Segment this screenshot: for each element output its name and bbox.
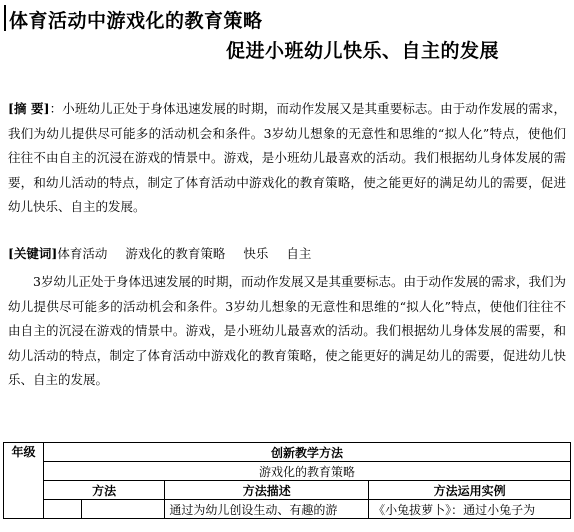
section-header: 创新教学方法 (43, 443, 570, 462)
method-example-cell: 《小兔拔萝卜》：通过小兔子为 (369, 500, 571, 519)
table-row (4, 500, 571, 519)
grade-header: 年级 (4, 443, 44, 519)
strategy-header: 游戏化的教育策略 (43, 462, 570, 481)
text-cursor (4, 5, 6, 31)
keyword: 自主 (286, 246, 312, 261)
table-row (4, 481, 571, 500)
abstract-text: ：小班幼儿正处于身体迅速发展的时期，而动作发展又是其重要标志。由于动作发展的需求，我们为幼儿提供尽可能多的活动机会和条件。3岁幼儿想象的无意性和思维的“拟人化”特点，使他们往往不由自主的沉浸在游戏的情景中。游戏，是小班幼儿最喜欢的活动。我们根据幼儿身体发展的需要，和幼儿活动的特点，制定了体育活动中游戏化的教育策略，使之能更好的满足幼儿的需要，促进幼儿快乐、自主的发展。 (8, 101, 566, 214)
document-title: 体育活动中游戏化的教育策略 (9, 10, 263, 32)
example-column-header: 方法运用实例 (369, 481, 571, 500)
method-column-header: 方法 (43, 481, 164, 500)
table-cell (81, 500, 165, 519)
teaching-method-table (3, 442, 571, 519)
abstract-label: [摘 要] (8, 101, 50, 116)
body-paragraph: 3岁幼儿正处于身体迅速发展的时期，而动作发展又是其重要标志。由于动作发展的需求，我们为幼儿提供尽可能多的活动机会和条件。3岁幼儿想象的无意性和思维的“拟人化”特点，使他们往往不由自主的沉浸在游戏的情景中。游戏，是小班幼儿最喜欢的活动。我们根据幼儿身体发展的需要，和幼儿活动的特点，制定了体育活动中游戏化的教育策略，使之能更好的满足幼儿的需要，促进幼儿快乐、自主的发展。 (8, 274, 566, 387)
keywords-line (8, 244, 329, 262)
description-column-header: 方法描述 (165, 481, 369, 500)
abstract-paragraph (8, 97, 566, 220)
document-subtitle: 促进小班幼儿快乐、自主的发展 (226, 40, 500, 62)
keyword: 快乐 (243, 246, 269, 261)
table-row (4, 462, 571, 481)
method-description-cell: 通过为幼儿创设生动、有趣的游 (165, 500, 369, 519)
table-row (4, 443, 571, 462)
table-cell (43, 500, 81, 519)
keyword: 体育活动 (57, 246, 108, 261)
keyword: 游戏化的教育策略 (125, 246, 226, 261)
keywords-label: [关键词] (8, 246, 58, 261)
